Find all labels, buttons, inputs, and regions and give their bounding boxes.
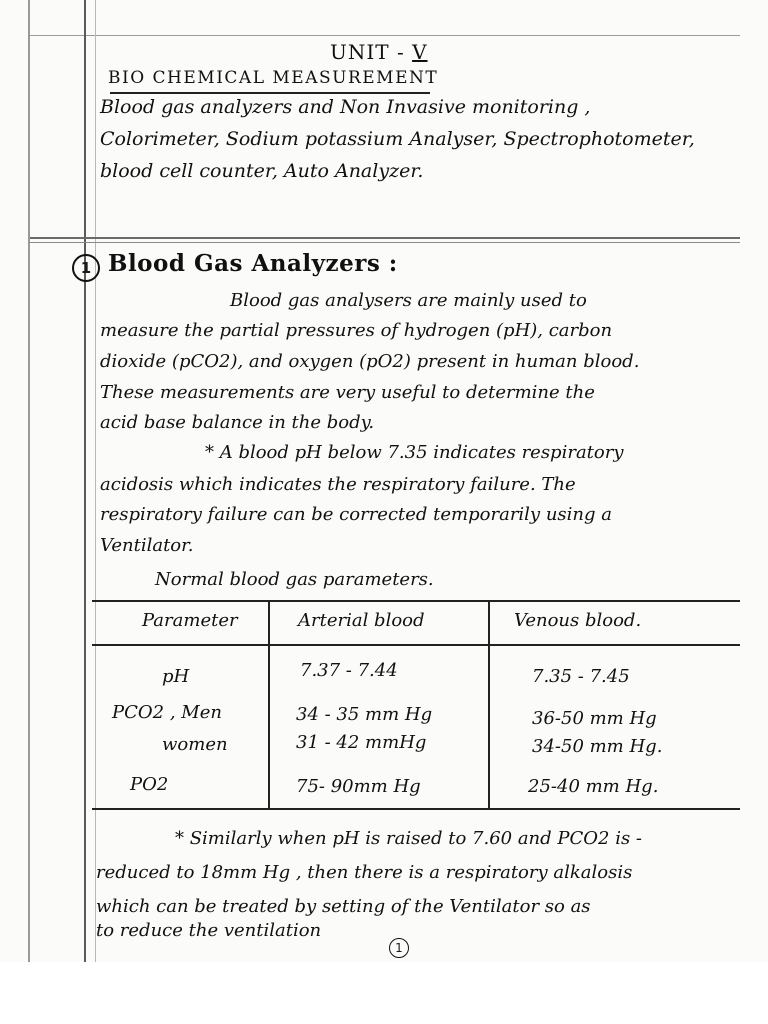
section-title: BIO CHEMICAL MEASUREMENT — [108, 68, 439, 88]
table-cell-param: PCO2 , Men — [112, 702, 222, 723]
table-cell-venous: 7.35 - 7.45 — [532, 666, 630, 687]
paragraph2-line-4: Ventilator. — [100, 535, 194, 556]
paragraph1-line-2: measure the partial pressures of hydrogen (pH), carbon — [100, 320, 613, 341]
paragraph1-line-3: dioxide (pCO2), and oxygen (pO2) present in human blood. — [100, 351, 640, 372]
paragraph3-line-4: to reduce the ventilation — [96, 920, 322, 941]
syllabus-line-1: Blood gas analyzers and Non Invasive monitoring , — [100, 96, 591, 118]
page-bottom-margin — [0, 962, 768, 1024]
table-cell-venous: 36-50 mm Hg — [532, 708, 657, 729]
top-rule-line — [30, 35, 740, 36]
table-header-border — [92, 644, 740, 646]
table-cell-arterial: 31 - 42 mmHg — [296, 732, 427, 753]
section-title-underline — [110, 92, 430, 94]
section-number-badge: 1 — [72, 254, 100, 282]
blood-gas-table — [92, 600, 740, 810]
syllabus-line-2: Colorimeter, Sodium potassium Analyser, Spectrophotometer, — [100, 128, 695, 150]
table-cell-param: women — [162, 734, 228, 755]
table-top-border — [92, 600, 740, 602]
paragraph2-line-2: acidosis which indicates the respiratory failure. The — [100, 474, 576, 495]
table-col-divider-2 — [488, 600, 490, 810]
table-header-venous: Venous blood. — [514, 610, 642, 631]
paragraph1-line-4: These measurements are very useful to determine the — [100, 382, 595, 403]
syllabus-line-3: blood cell counter, Auto Analyzer. — [100, 160, 424, 182]
margin-line-secondary — [95, 0, 96, 962]
table-cell-venous: 25-40 mm Hg. — [528, 776, 659, 797]
paragraph1-line-1: Blood gas analysers are mainly used to — [230, 290, 587, 311]
paragraph3-line-1: * Similarly when pH is raised to 7.60 and PCO2 is - — [175, 828, 642, 849]
table-cell-arterial: 75- 90mm Hg — [296, 776, 421, 797]
table-col-divider-1 — [268, 600, 270, 810]
paragraph3-line-2: reduced to 18mm Hg , then there is a respiratory alkalosis — [96, 862, 633, 883]
page-left-edge — [28, 0, 30, 962]
table-cell-venous: 34-50 mm Hg. — [532, 736, 663, 757]
section-divider — [30, 237, 740, 239]
paragraph2-line-3: respiratory failure can be corrected temporarily using a — [100, 504, 612, 525]
section-heading: Blood Gas Analyzers : — [108, 250, 398, 277]
paragraph3-line-3: which can be treated by setting of the Ventilator so as — [96, 896, 591, 917]
table-cell-arterial: 34 - 35 mm Hg — [296, 704, 433, 725]
section-divider-secondary — [30, 242, 740, 243]
table-header-arterial: Arterial blood — [298, 610, 425, 631]
table-cell-param: pH — [162, 666, 190, 687]
table-bottom-border — [92, 808, 740, 810]
margin-line — [84, 0, 86, 962]
paragraph2-line-1: * A blood pH below 7.35 indicates respiratory — [205, 442, 624, 463]
table-cell-arterial: 7.37 - 7.44 — [300, 660, 398, 681]
table-cell-param: PO2 — [130, 774, 169, 795]
page-number: 1 — [389, 938, 409, 958]
paragraph1-line-5: acid base balance in the body. — [100, 412, 375, 433]
table-caption: Normal blood gas parameters. — [155, 569, 434, 590]
table-header-parameter: Parameter — [142, 610, 238, 631]
unit-title: UNIT - V — [330, 40, 428, 64]
